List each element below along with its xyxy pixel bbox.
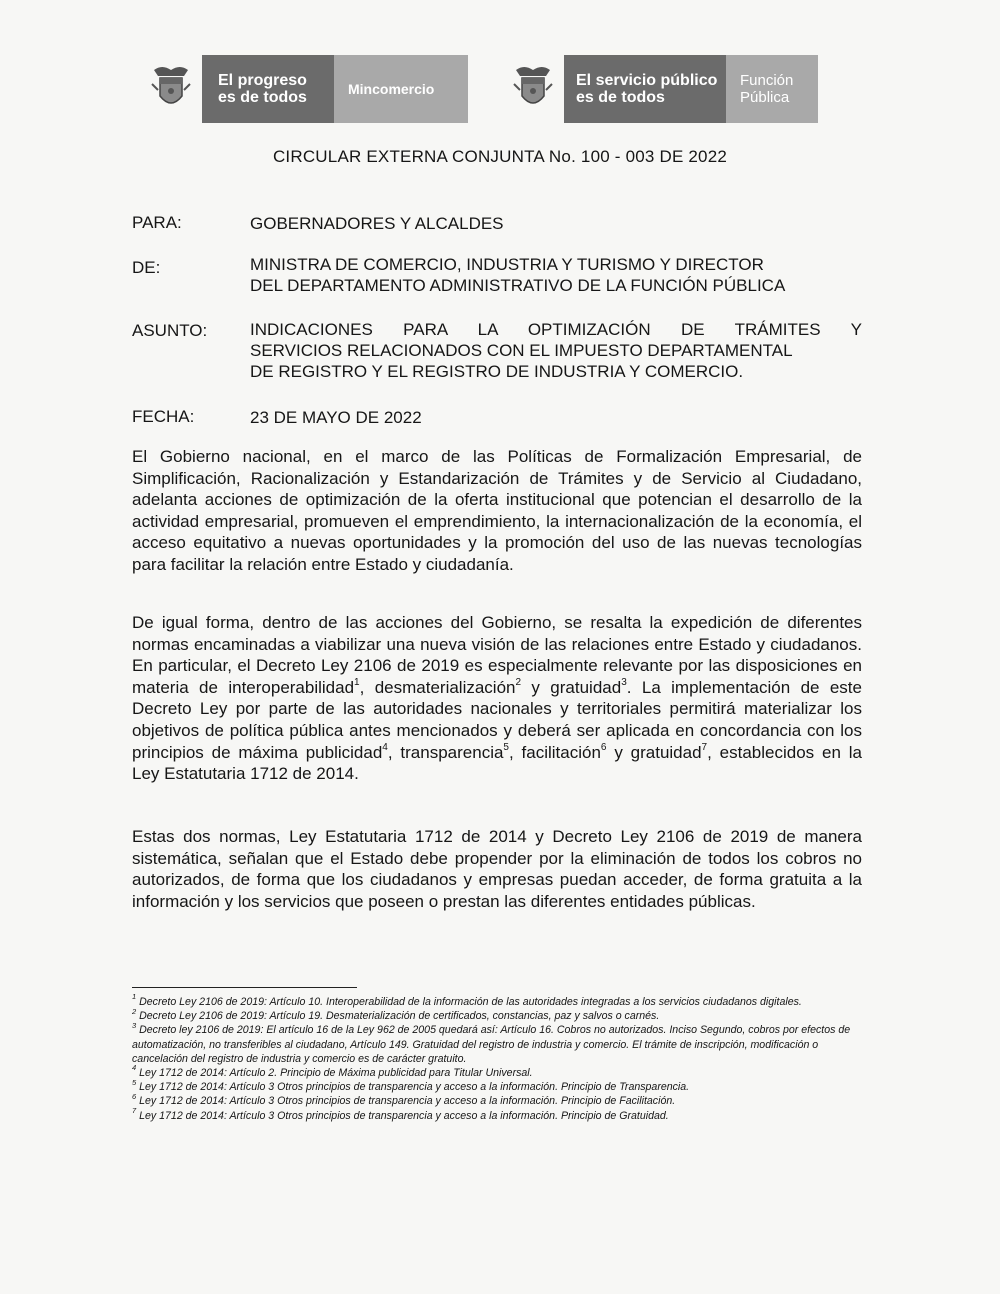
footnote-number: 2 [132,1006,137,1016]
footnote-ref: 1 [354,677,360,689]
footnote-ref: 6 [600,741,607,753]
para-label: PARA: [132,213,182,232]
footnote-text: Decreto Ley 2106 de 2019: Artículo 19. Desmaterialización de certificados, constancias, paz y salvos o carnés. [139,1010,660,1023]
footnote-ref: 5 [503,741,509,753]
p2-text: . La implementación de este Decreto Ley por parte de las autoridades nacionales y territoriales permitirá materializar los objetivos de política pública antes mencionados y deberá ser aplicada en concordancia con los principios de máxima publicidad [132,677,862,762]
paragraph-1: El Gobierno nacional, en el marco de las Políticas de Formalización Empresarial, de Simplificación, Racionalización y Estandarización de Trámites y de Servicio al Ciudadano, adelanta acciones de optimización de la oferta institucional que potencian el desarrollo de la actividad empresarial, promueven el emprendimiento, la internacionalización de la economía, el acceso equitativo a nuevas oportunidades y la promoción del uso de las nuevas tecnologías para facilitar la relación entre Estado y ciudadanía. [132,447,862,574]
fecha-value: 23 DE MAYO DE 2022 [250,408,422,427]
document-title: CIRCULAR EXTERNA CONJUNTA No. 100 - 003 DE 2022 [272,147,728,166]
asunto-value-line: INDICACIONES PARA LA OPTIMIZACIÓN DE TRÁMITES Y [250,320,862,339]
footnote-5 [132,1077,862,1094]
asunto-value-line: SERVICIOS RELACIONADOS CON EL IMPUESTO DEPARTAMENTAL [250,341,793,360]
colombia-crest-icon [150,64,192,114]
de-value-line: DEL DEPARTAMENTO ADMINISTRATIVO DE LA FUNCIÓN PÚBLICA [250,276,786,295]
p2-text: , transparencia [387,742,504,762]
footnote-text: Ley 1712 de 2014: Artículo 3 Otros principios de transparencia y acceso a la información. Principio de Facilitación. [139,1095,676,1108]
footnote-7 [132,1106,862,1123]
logo-slogan-line2: es de todos [218,89,307,106]
logo-slogan-line1: El progreso [218,72,307,89]
footnote-1 [132,992,862,1009]
footnote-ref: 2 [515,677,522,689]
footnote-ref: 3 [621,677,627,689]
p2-text: , facilitación [508,742,601,762]
logo-slogan [202,55,334,123]
p2-text: , desmaterialización [359,677,516,697]
footnote-3 [132,1020,862,1066]
footnotes [132,992,862,1123]
logo-entity [726,55,818,123]
footnote-divider [132,987,357,988]
asunto-label: ASUNTO: [132,321,208,340]
footnote-6 [132,1091,862,1108]
asunto-value [250,319,862,340]
p2-text: , establecidos en la Ley Estatutaria 1712 de 2014. [132,742,862,784]
footnote-number: 5 [132,1077,137,1087]
footnote-ref: 4 [382,741,388,753]
footnote-text: Ley 1712 de 2014: Artículo 2. Principio de Máxima publicidad para Titular Universal. [139,1067,533,1080]
para-value: GOBERNADORES Y ALCALDES [250,214,504,233]
p2-text: De igual forma, dentro de las acciones del Gobierno, se resalta la expedición de diferentes normas encaminadas a viabilizar una nueva visión de las relaciones entre Estado y ciudadanos. En particular, el Decreto Ley 2106 de 2019 es especialmente relevante por las disposiciones en materia de interoperabilidad [132,613,862,697]
footnote-number: 4 [132,1063,137,1073]
mincomercio-logo [150,55,468,123]
footnote-text: Ley 1712 de 2014: Artículo 3 Otros principios de transparencia y acceso a la información. Principio de Gratuidad. [139,1109,669,1122]
paragraph-3: Estas dos normas, Ley Estatutaria 1712 de 2014 y Decreto Ley 2106 de 2019 de manera sistemática, señalan que el Estado debe propender por la eliminación de todos los cobros no autorizados, de forma que los ciudadanos y empresas puedan acceder, de forma gratuita a la información y los servicios que poseen o prestan las diferentes entidades públicas. [132,827,862,911]
funcion-publica-logo [512,55,818,123]
footnote-number: 1 [132,992,137,1002]
logo-slogan-line1: El servicio público [576,72,718,89]
footnote-4 [132,1063,862,1080]
logo-ministry-name: Mincomercio [348,81,435,97]
asunto-value-line: DE REGISTRO Y EL REGISTRO DE INDUSTRIA Y COMERCIO. [250,362,744,381]
de-value-line: MINISTRA DE COMERCIO, INDUSTRIA Y TURISMO Y DIRECTOR [250,255,764,274]
footnote-2 [132,1006,862,1023]
logo-slogan-line2: es de todos [576,89,665,106]
fecha-label: FECHA: [132,407,195,426]
colombia-crest-icon [512,64,554,114]
footnote-number: 7 [132,1106,137,1116]
logo-slogan [564,55,726,123]
footnote-number: 3 [132,1020,137,1030]
footnote-text: Decreto ley 2106 de 2019: El artículo 16 de la Ley 962 de 2005 quedará así: Artículo 16. Cobros no autorizados. Inciso Segundo, cobros por efectos de automatización, no transferibles al ciudadano, Artículo 149. Gratuidad del registro de industria y comercio. El trámite de inscripción, modificación o cancelación del registro de industria y comercio es de carácter gratuito. [132,1024,851,1065]
logo-entity-line1: Función [740,72,794,89]
footnote-ref: 7 [701,741,708,753]
p2-text: y gratuidad [521,677,622,697]
logo-ministry [334,55,468,123]
footnote-number: 6 [132,1091,137,1101]
de-label: DE: [132,258,161,277]
de-value [250,254,785,296]
footnote-text: Decreto Ley 2106 de 2019: Artículo 10. Interoperabilidad de la información de las autoridades integradas a los servicios ciudadanos digitales. [139,996,802,1008]
asunto-value-cont [250,340,793,382]
footnote-text: Ley 1712 de 2014: Artículo 3 Otros principios de transparencia y acceso a la información. Principio de Transparencia. [139,1081,690,1094]
logo-entity-line2: Pública [740,89,790,106]
p2-text: y gratuidad [606,742,702,762]
paragraph-2 [132,612,862,785]
